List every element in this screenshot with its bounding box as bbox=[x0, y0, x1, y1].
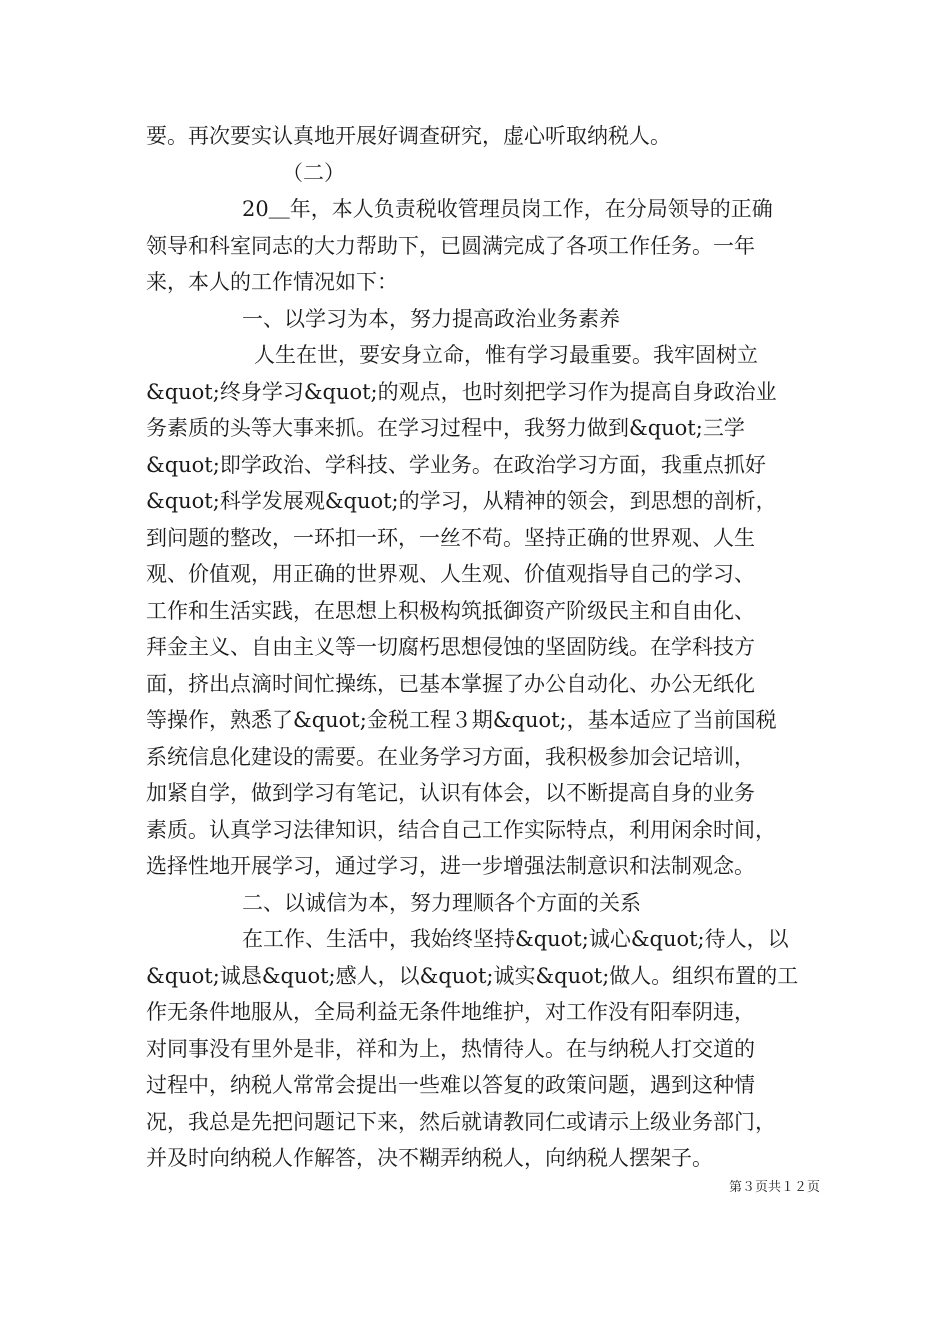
paragraph-line: 务素质的头等大事来抓。在学习过程中，我努力做到&quot;三学 bbox=[146, 416, 745, 440]
paragraph-line: 要。再次要实认真地开展好调查研究，虚心听取纳税人。 bbox=[146, 124, 671, 148]
paragraph-line: &quot;诚恳&quot;感人，以&quot;诚实&quot;做人。组织布置的工 bbox=[146, 963, 799, 988]
paragraph-line: 来，本人的工作情况如下： bbox=[146, 270, 398, 294]
paragraph-line: 到问题的整改，一环扣一环，一丝不苟。坚持正确的世界观、人生 bbox=[146, 525, 755, 550]
paragraph-line: 工作和生活实践，在思想上积极构筑抵御资产阶级民主和自由化、 bbox=[146, 598, 755, 623]
paragraph-line: &quot;终身学习&quot;的观点，也时刻把学习作为提高自身政治业 bbox=[146, 379, 777, 404]
paragraph-line: 作无条件地服从，全局利益无条件地维护，对工作没有阳奉阴违， bbox=[146, 1000, 755, 1024]
document-body bbox=[146, 118, 826, 1177]
paragraph-line: 选择性地开展学习，通过学习，进一步增强法制意识和法制观念。 bbox=[146, 854, 755, 878]
paragraph-line: 观、价值观，用正确的世界观、人生观、价值观指导自己的学习、 bbox=[146, 562, 755, 586]
paragraph-line: 对同事没有里外是非，祥和为上，热情待人。在与纳税人打交道的 bbox=[146, 1036, 755, 1061]
paragraph-line: 素质。认真学习法律知识，结合自己工作实际特点，利用闲余时间， bbox=[146, 817, 776, 842]
section-number: （二） bbox=[282, 160, 345, 185]
paragraph-line: 人生在世，要安身立命，惟有学习最重要。我牢固树立 bbox=[254, 343, 758, 367]
paragraph-line: 加紧自学，做到学习有笔记，认识有体会，以不断提高自身的业务 bbox=[146, 781, 755, 805]
paragraph-line: 并及时向纳税人作解答，决不糊弄纳税人，向纳税人摆架子。 bbox=[146, 1146, 713, 1170]
paragraph-line: 在工作、生活中，我始终坚持&quot;诚心&quot;待人，以 bbox=[242, 927, 789, 951]
paragraph-line: 况，我总是先把问题记下来，然后就请教同仁或请示上级业务部门， bbox=[146, 1109, 776, 1134]
paragraph-line: 拜金主义、自由主义等一切腐朽思想侵蚀的坚固防线。在学科技方 bbox=[146, 635, 755, 659]
paragraph-line: 等操作，熟悉了&quot;金税工程３期&quot;，基本适应了当前国税 bbox=[146, 708, 777, 732]
paragraph-line: 领导和科室同志的大力帮助下，已圆满完成了各项工作任务。一年 bbox=[146, 233, 755, 258]
paragraph-line: 过程中，纳税人常常会提出一些难以答复的政策问题，遇到这种情 bbox=[146, 1073, 755, 1097]
section-heading: 二、以诚信为本，努力理顺各个方面的关系 bbox=[242, 890, 641, 915]
paragraph-line: &quot;科学发展观&quot;的学习，从精神的领会，到思想的剖析， bbox=[146, 489, 777, 513]
paragraph-line: 20＿年，本人负责税收管理员岗工作，在分局领导的正确 bbox=[242, 197, 773, 221]
paragraph-line: &quot;即学政治、学科技、学业务。在政治学习方面，我重点抓好 bbox=[146, 452, 766, 477]
paragraph-line: 面，挤出点滴时间忙操练，已基本掌握了办公自动化、办公无纸化 bbox=[146, 671, 755, 696]
section-heading: 一、以学习为本，努力提高政治业务素养 bbox=[242, 306, 620, 331]
paragraph-line: 系统信息化建设的需要。在业务学习方面，我积极参加会记培训， bbox=[146, 744, 755, 769]
page-number: 第３页共１２页 bbox=[728, 1180, 820, 1195]
